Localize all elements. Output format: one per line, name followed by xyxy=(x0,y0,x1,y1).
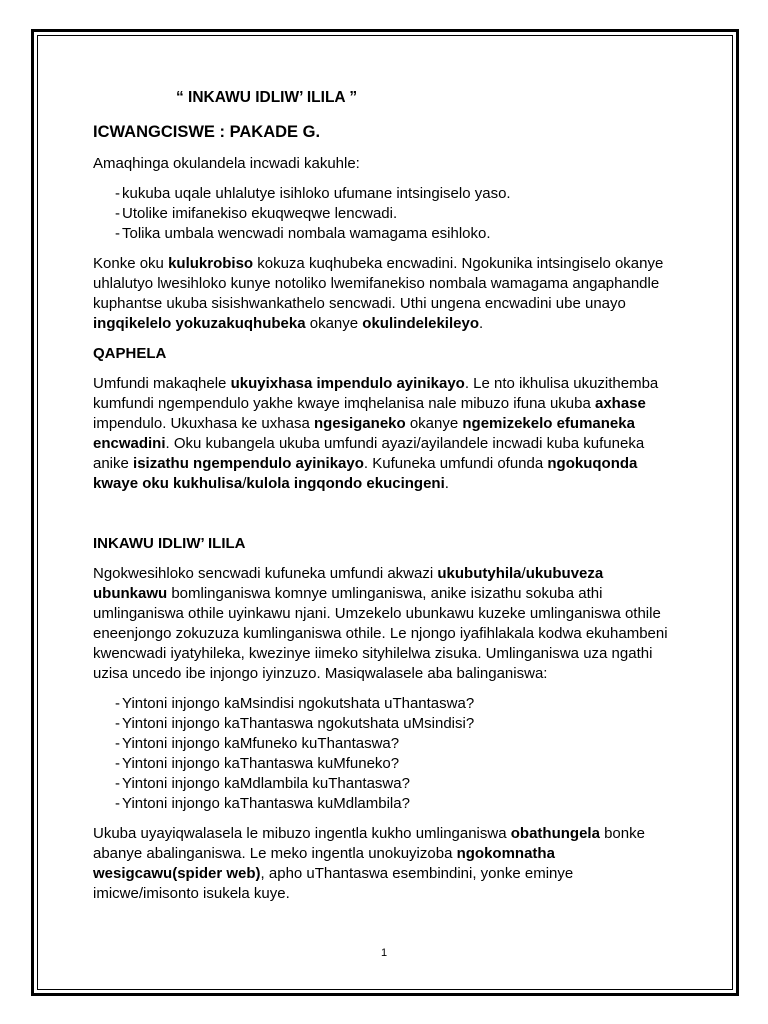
page-number: 1 xyxy=(380,947,388,959)
tips-list xyxy=(93,184,678,244)
paragraph-title-meaning: Ngokwesihloko sencwadi kufuneka umfundi akwazi ukubutyhila/ukubuveza ubunkawu bomlinganiswa komnye umlinganiswa, anike isizathu sokuba athi umlinganiswa othile uyinkawu njani. Umzekelo ubunkawu kuzeke umlinganiswa othile eneenjongo zokuzuza kumlinganiswa othile. Le njongo iyafihlakala kodwa ekuhambeni kwencwadi iyatyhileka, kwezinye iimeko sityhilelwa zisuka. Umlinganiswa uza ngathi uzisa uncedo ibe injongo iyinzuzo. Masiqwalasele aba balinganiswa: xyxy=(93,565,668,682)
document-title: “ INKAWU IDLIW’ ILILA ” xyxy=(176,89,358,106)
list-item: - Yintoni injongo kaMdlambila kuThantaswa? xyxy=(93,774,678,794)
paragraph-preview: Konke oku kulukrobiso kokuza kuqhubeka encwadini. Ngokunika intsingiselo okanye uhlalutyo lwesihloko kunye notoliko lwemifanekiso nombala wamagama angaphandle kuphantse ukuba sisishwankathelo sencwadi. Uthi ungena encwadini ube unayo ingqikelelo yokuzakuqhubeka okanye okulindelekileyo. xyxy=(93,255,664,332)
paragraph-support-answer: Umfundi makaqhele ukuyixhasa impendulo ayinikayo. Le nto ikhulisa ukuzithemba kumfundi ngempendulo yakhe kwaye imqhelanisa nale mibuzo ifuna ukuba axhase impendulo. Ukuxhasa ke uxhasa ngesiganeko okanye ngemizekelo efumaneka encwadini. Oku kubangela ukuba umfundi ayazi/ayilandele incwadi kuba kufuneka anike isizathu ngempendulo ayinikayo. Kufuneka umfundi ofunda ngokuqonda kwaye oku kukhulisa/kulola ingqondo ekucingeni. xyxy=(93,375,659,492)
paragraph-spider-web: Ukuba uyayiqwalasela le mibuzo ingentla kukho umlinganiswa obathungela bonke abanye abalinganiswa. Le meko ingentla unokuyizoba ngokomnatha wesigcawu(spider web), apho uThantaswa esembindini, yonke eminye imicwe/imisonto isukela kuye. xyxy=(93,825,645,902)
author-line: ICWANGCISWE : PAKADE G. xyxy=(93,123,321,141)
list-item: - Yintoni injongo kaThantaswa kuMdlambila? xyxy=(93,794,678,814)
document-body xyxy=(93,88,678,914)
list-item: - Yintoni injongo kaThantaswa ngokutshata uMsindisi? xyxy=(93,714,678,734)
qaphela-heading: QAPHELA xyxy=(93,345,167,362)
list-item: - kukuba uqale uhlalutye isihloko ufumane intsingiselo yaso. xyxy=(93,184,678,204)
list-item: - Yintoni injongo kaMsindisi ngokutshata uThantaswa? xyxy=(93,694,678,714)
list-item: - Yintoni injongo kaThantaswa kuMfuneko? xyxy=(93,754,678,774)
list-item: - Utolike imifanekiso ekuqweqwe lencwadi. xyxy=(93,204,678,224)
list-item: - Tolika umbala wencwadi nombala wamagama esihloko. xyxy=(93,224,678,244)
questions-list xyxy=(93,694,678,814)
section-heading: INKAWU IDLIW’ ILILA xyxy=(93,535,246,552)
list-item: - Yintoni injongo kaMfuneko kuThantaswa? xyxy=(93,734,678,754)
spacer xyxy=(93,504,678,534)
intro-text: Amaqhinga okulandela incwadi kakuhle: xyxy=(93,155,360,172)
